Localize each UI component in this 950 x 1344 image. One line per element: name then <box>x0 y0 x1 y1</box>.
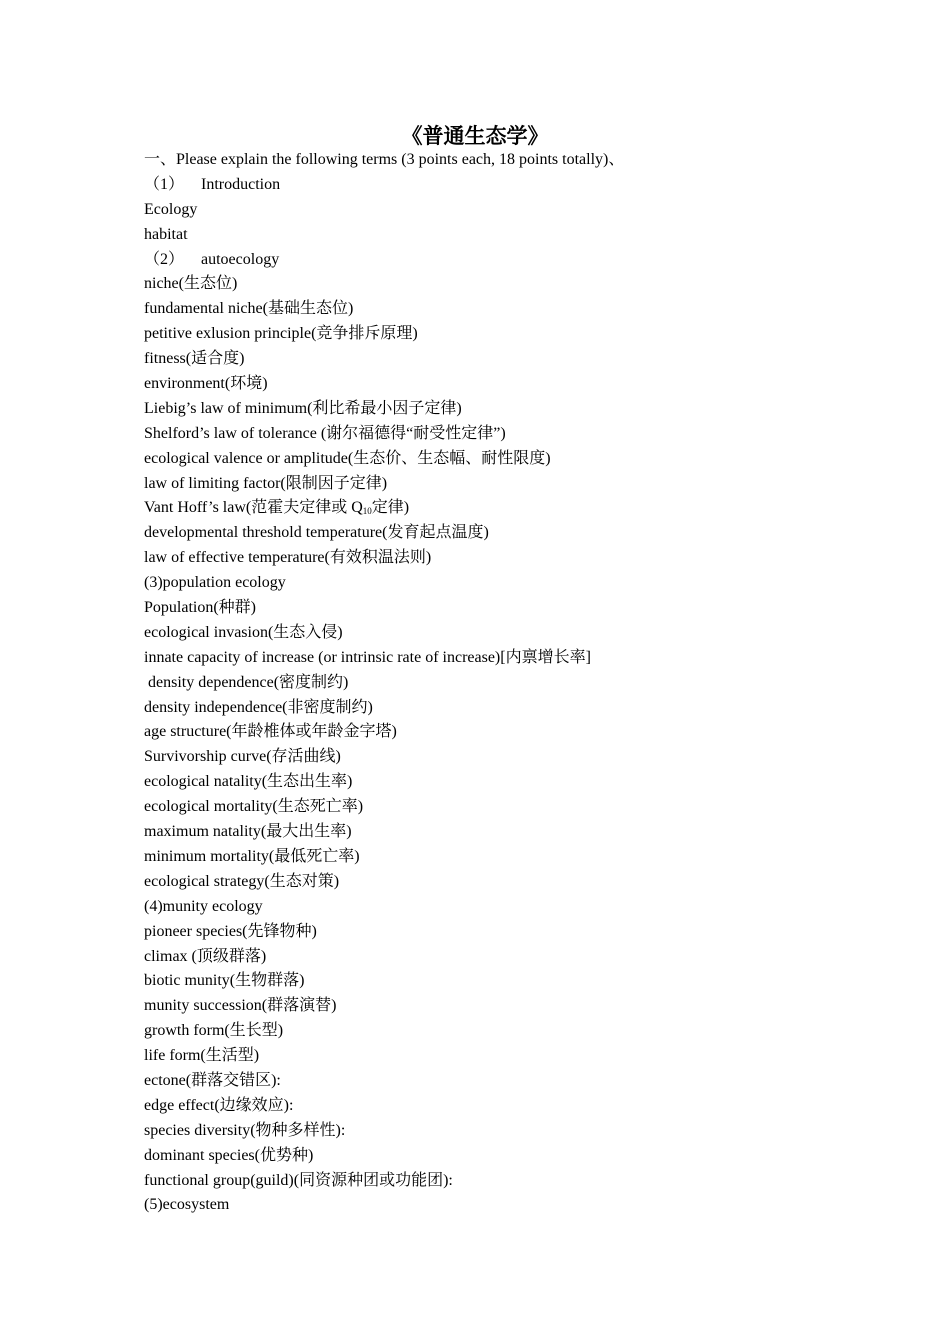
term-line: density independence(非密度制约) <box>144 698 373 716</box>
term-line: Population(种群) <box>144 599 256 617</box>
term-line: pioneer species(先锋物种) <box>144 922 317 940</box>
question-heading: 一、Please explain the following terms (3 points each, 18 points totally)、 <box>144 151 625 168</box>
term-line: Survivorship curve(存活曲线) <box>144 748 341 766</box>
term-line: innate capacity of increase (or intrinsic rate of increase)[内禀增长率] <box>144 648 591 666</box>
section-heading-munity-ecology: (4)munity ecology <box>144 897 263 915</box>
section-heading-population-ecology: (3)population ecology <box>144 574 286 592</box>
section-heading-ecosystem: (5)ecosystem <box>144 1196 230 1214</box>
term-line: Liebig’s law of minimum(利比希最小因子定律) <box>144 399 462 417</box>
term-line: maximum natality(最大出生率) <box>144 823 352 841</box>
term-line: ectone(群落交错区): <box>144 1071 281 1089</box>
document-title: 《普通生态学》 <box>401 124 549 148</box>
term-line: species diversity(物种多样性): <box>144 1121 346 1139</box>
term-line: habitat <box>144 225 188 243</box>
term-line: fundamental niche(基础生态位) <box>144 300 354 318</box>
term-line: ecological natality(生态出生率) <box>144 773 353 791</box>
term-line: growth form(生长型) <box>144 1022 284 1040</box>
term-line: ecological strategy(生态对策) <box>144 872 340 890</box>
term-text: Vant Hoff’s law(范霍夫定律或 Q <box>144 499 363 517</box>
term-line: law of effective temperature(有效积温法则) <box>144 549 432 567</box>
term-line: ecological valence or amplitude(生态价、生态幅、耐性限度) <box>144 449 551 467</box>
section-label: Introduction <box>201 175 281 193</box>
term-line: dominant species(优势种) <box>144 1146 314 1164</box>
term-line-vant-hoff <box>144 496 844 521</box>
term-line: life form(生活型) <box>144 1047 260 1065</box>
document-body <box>144 148 844 1218</box>
term-line: density dependence(密度制约) <box>144 673 349 691</box>
section-number: （2） <box>144 250 185 268</box>
term-line: developmental threshold temperature(发育起点温度) <box>144 524 489 542</box>
term-line: Ecology <box>144 200 198 218</box>
term-text: 定律) <box>371 499 410 517</box>
subscript: 10 <box>362 506 372 517</box>
section-heading-introduction <box>144 173 844 198</box>
section-heading-autoecology <box>144 248 844 273</box>
term-line: Shelford’s law of tolerance (谢尔福德得“耐受性定律”) <box>144 424 506 442</box>
term-line: ecological mortality(生态死亡率) <box>144 798 364 816</box>
term-line: environment(环境) <box>144 375 268 393</box>
term-line: niche(生态位) <box>144 275 238 293</box>
term-line: age structure(年龄椎体或年龄金字塔) <box>144 723 397 741</box>
term-line: law of limiting factor(限制因子定律) <box>144 474 388 492</box>
term-line: minimum mortality(最低死亡率) <box>144 847 360 865</box>
term-line: munity succession(群落演替) <box>144 997 337 1015</box>
term-line: edge effect(边缘效应): <box>144 1096 294 1114</box>
term-line: ecological invasion(生态入侵) <box>144 623 343 641</box>
term-line: climax (顶级群落) <box>144 947 267 965</box>
term-line: functional group(guild)(同资源种团或功能团): <box>144 1171 453 1189</box>
term-line: petitive exlusion principle(竞争排斥原理) <box>144 325 418 343</box>
term-line: fitness(适合度) <box>144 350 245 368</box>
section-label: autoecology <box>201 250 280 268</box>
section-number: （1） <box>144 175 185 193</box>
term-line: biotic munity(生物群落) <box>144 972 305 990</box>
